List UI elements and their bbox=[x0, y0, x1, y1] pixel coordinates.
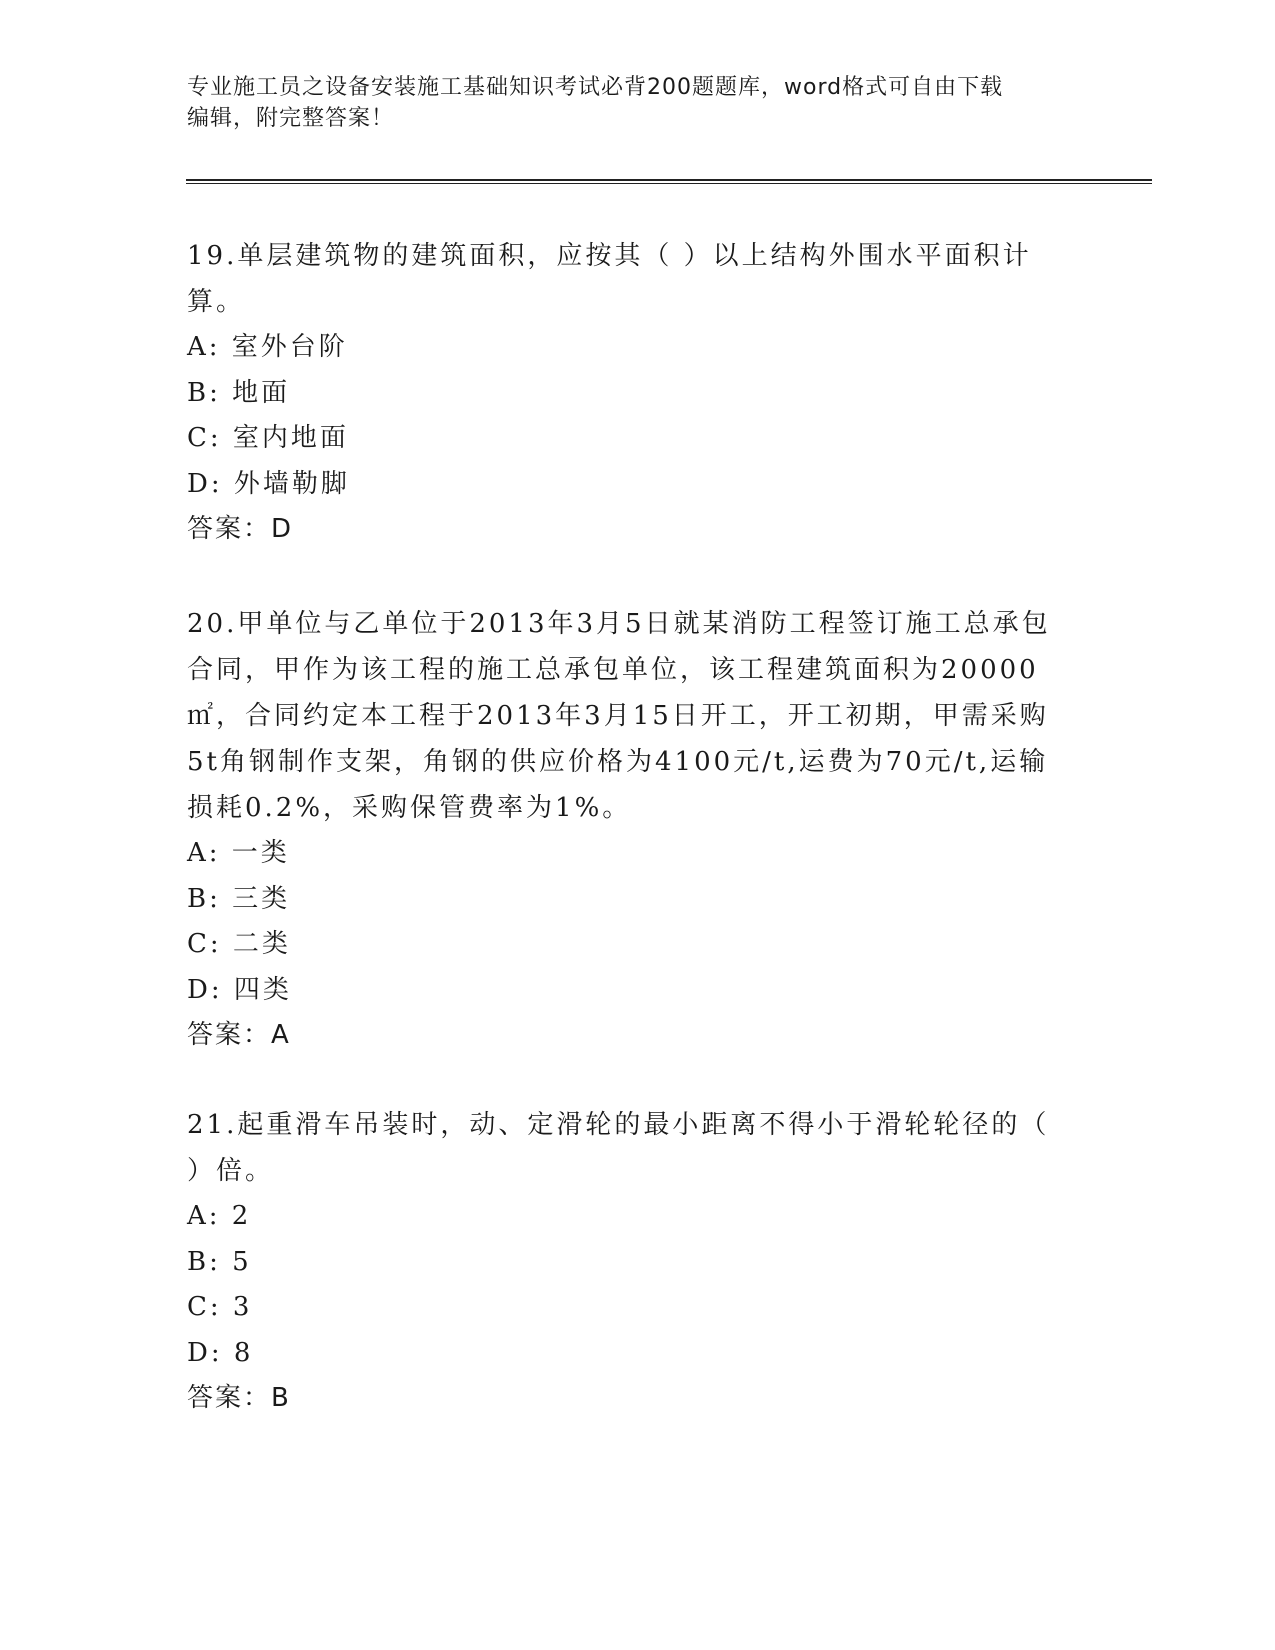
option-b: B: 三类 bbox=[187, 883, 291, 914]
option-d: D: 四类 bbox=[187, 974, 292, 1005]
header-line-1: 专业施工员之设备安装施工基础知识考试必背200题题库，word格式可自由下载 bbox=[187, 75, 1004, 100]
question-20 bbox=[187, 601, 1067, 1057]
option-a: A: 2 bbox=[187, 1201, 252, 1231]
header-line-2: 编辑，附完整答案！ bbox=[187, 106, 395, 131]
option-a: A: 一类 bbox=[187, 838, 290, 868]
option-c: C: 室内地面 bbox=[187, 423, 349, 453]
option-d: D: 8 bbox=[187, 1337, 254, 1368]
header-divider-thin bbox=[186, 183, 1152, 184]
option-c: C: 3 bbox=[187, 1292, 253, 1322]
question-text: 20.甲单位与乙单位于2013年3月5日就某消防工程签订施工总承包合同，甲作为该工程的施工总承包单位，该工程建筑面积为20000㎡，合同约定本工程于2013年3月15日开工，开工初期，甲需采购5t角钢制作支架，角钢的供应价格为4100元/t,运费为70元/t,运输损耗0.2%，采购保管费率为1%。 bbox=[187, 609, 1051, 823]
header-divider bbox=[186, 179, 1152, 181]
document-header bbox=[187, 72, 1087, 134]
question-text: 21.起重滑车吊装时，动、定滑轮的最小距离不得小于滑轮轮径的（ ）倍。 bbox=[187, 1110, 1050, 1186]
answer: 答案：D bbox=[187, 514, 294, 544]
option-b: B: 5 bbox=[187, 1246, 252, 1277]
question-text: 19.单层建筑物的建筑面积，应按其（ ）以上结构外围水平面积计算。 bbox=[187, 241, 1032, 317]
option-d: D: 外墙勒脚 bbox=[187, 468, 350, 499]
option-a: A: 室外台阶 bbox=[187, 332, 348, 362]
question-21 bbox=[187, 1102, 1067, 1420]
question-19 bbox=[187, 233, 1067, 551]
answer: 答案：B bbox=[187, 1383, 291, 1413]
answer: 答案：A bbox=[187, 1020, 291, 1050]
option-b: B: 地面 bbox=[187, 377, 291, 408]
option-c: C: 二类 bbox=[187, 929, 291, 959]
